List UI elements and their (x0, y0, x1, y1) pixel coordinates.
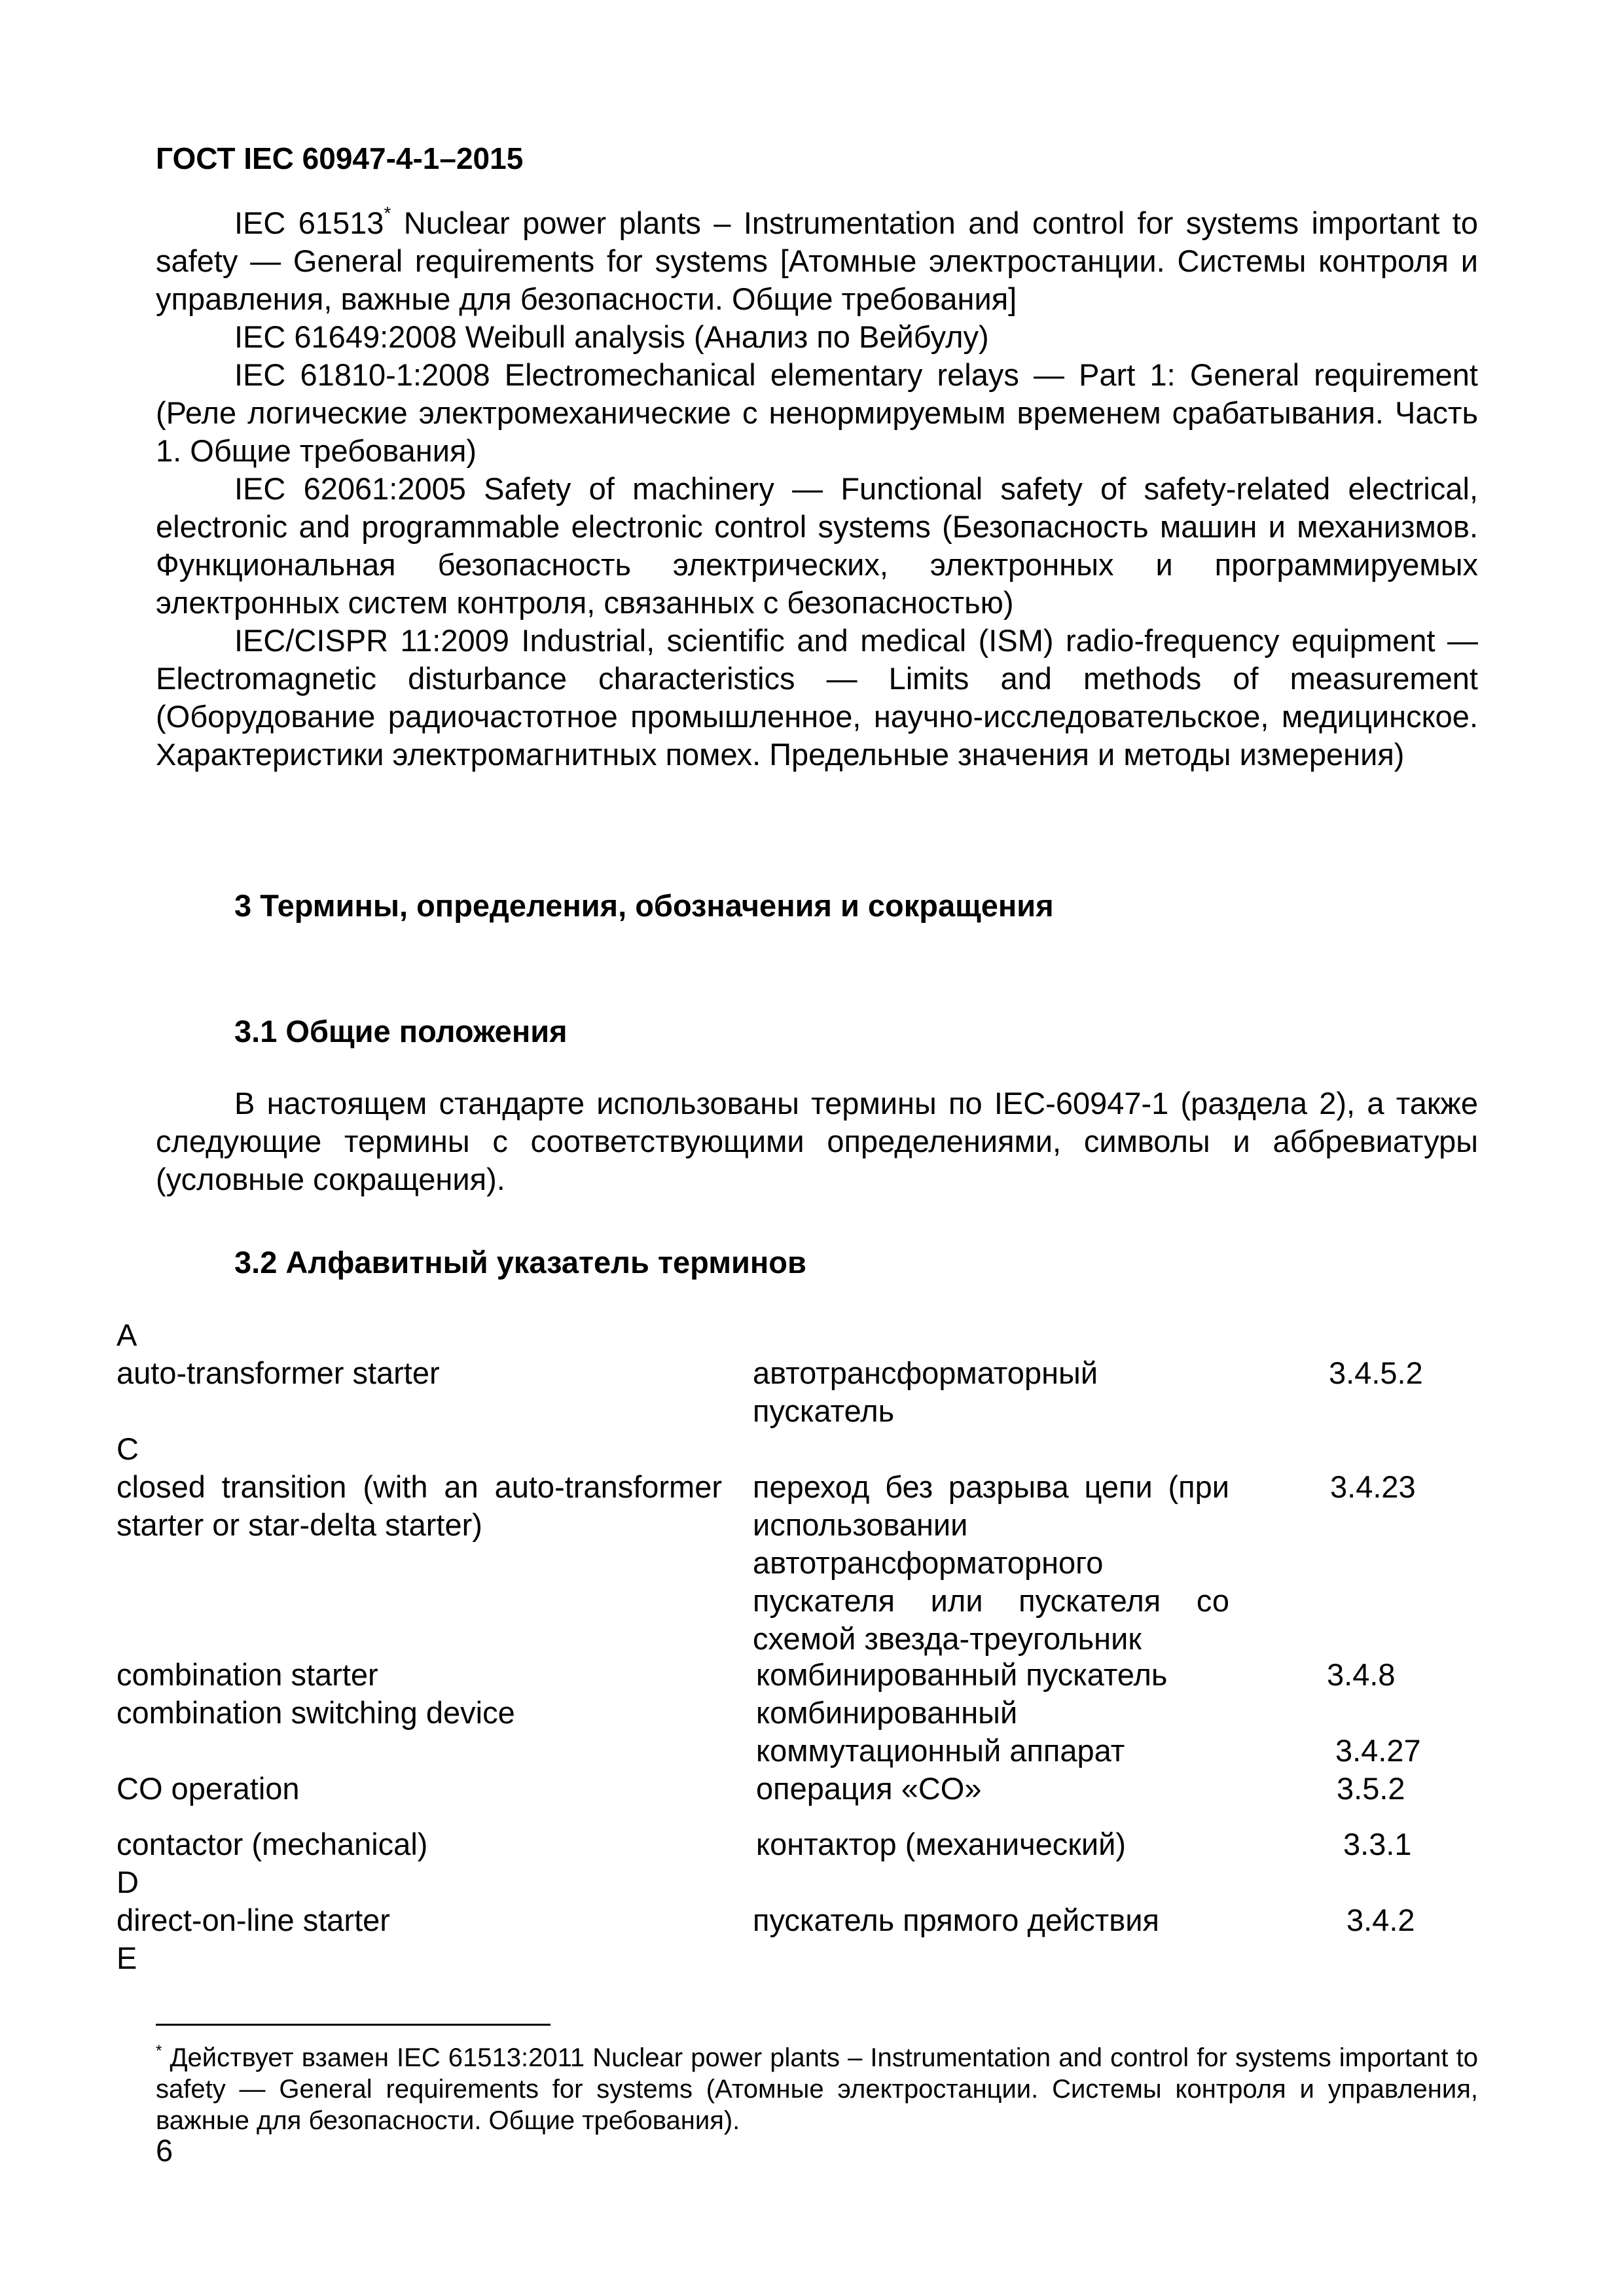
index-term-en: contactor (mechanical) (117, 1827, 428, 1861)
reference-item (156, 318, 1478, 356)
index-term-en: auto-transformer starter (117, 1355, 440, 1390)
index-term-ru: контактор (механический) (756, 1827, 1126, 1861)
index-term-ru: переход без разрыва цепи (при использовании автотрансформаторного пускателя или пускателя со схемой звезда-треугольник (753, 1469, 1229, 1656)
index-letter-a: A (117, 1318, 137, 1352)
index-term-en: direct-on-line starter (117, 1903, 390, 1937)
index-term-ref: 3.3.1 (1343, 1827, 1412, 1861)
reference-item (156, 204, 1478, 318)
footnote-mark: * (384, 203, 391, 223)
page-number: 6 (156, 2133, 173, 2168)
footnote-mark: * (156, 2042, 162, 2060)
reference-text: Safety of machinery — Functional safety of safety-related electrical, electronic and programmable electronic control systems (Безопасность машин и механизмов. Функциональная безопасность электрических, электронных и программируемых электронных систем контроля, связанных с безопасностью) (156, 471, 1479, 620)
index-letter-d: D (117, 1865, 139, 1899)
footnote (156, 2042, 1478, 2136)
reference-text: Nuclear power plants – Instrumentation and control for systems important to safety — General requirements for systems [Атомные электростанции. Системы контроля и управления, важные для безопасности. Общие требования] (156, 206, 1478, 316)
reference-item (156, 622, 1478, 774)
index-term-ref: 3.5.2 (1337, 1771, 1405, 1806)
reference-code: IEC 61513 (234, 206, 384, 240)
document-header: ГОСТ IEC 60947-4-1–2015 (156, 141, 524, 175)
index-term-ref: 3.4.23 (1330, 1469, 1416, 1504)
reference-item (156, 356, 1478, 470)
section-3-1-heading: 3.1 Общие положения (234, 1014, 568, 1049)
footnote-separator (156, 2024, 550, 2026)
reference-item (156, 470, 1478, 622)
reference-code: IEC 61810-1:2008 (234, 357, 490, 392)
index-term-ru: комбинированный пускатель (756, 1657, 1168, 1692)
section-3-heading: 3 Термины, определения, обозначения и сокращения (234, 888, 1054, 923)
reference-text: Weibull analysis (Анализ по Вейбулу) (456, 319, 989, 354)
index-term-en: combination starter (117, 1657, 378, 1692)
section-3-1-text: В настоящем стандарте использованы термины по IEC-60947-1 (раздела 2), а также следующие термины с соответствующими определениями, символы и аббревиатуры (условные сокращения). (156, 1086, 1478, 1196)
reference-text: Electromechanical elementary relays — Part 1: General requirement (Реле логические электромеханические с ненормируемым временем срабатывания. Часть 1. Общие требования) (156, 357, 1478, 468)
reference-code: IEC/CISPR 11:2009 (234, 623, 509, 658)
index-term-ru: операция «CO» (756, 1771, 982, 1806)
index-letter-c: C (117, 1431, 139, 1466)
index-term-en: closed transition (with an auto-transformer starter or star-delta starter) (117, 1469, 722, 1542)
index-term-ref: 3.4.8 (1327, 1657, 1396, 1692)
reference-code: IEC 61649:2008 (234, 319, 457, 354)
index-term-ref: 3.4.27 (1335, 1733, 1421, 1768)
reference-text: Industrial, scientific and medical (ISM) radio-frequency equipment — Electromagnetic disturbance characteristics — Limits and methods of measurement (Оборудование радиочастотное промышленное, научно-исследовательское, медицинское. Характеристики электромагнитных помех. Предельные значения и методы измерения) (156, 623, 1478, 772)
index-term-ru: пускатель прямого действия (753, 1903, 1159, 1937)
footnote-text: Действует взамен IEC 61513:2011 Nuclear power plants – Instrumentation and control for systems important to safety — General requirements for systems (Атомные электростанции. Системы контроля и управления, важные для безопасности. Общие требования). (156, 2043, 1478, 2135)
index-term-ref: 3.4.2 (1346, 1903, 1415, 1937)
section-3-2-heading: 3.2 Алфавитный указатель терминов (234, 1245, 806, 1280)
index-term-en: CO operation (117, 1771, 300, 1806)
index-term-ru: комбинированный коммутационный аппарат (756, 1695, 1125, 1768)
normative-references (156, 204, 1478, 774)
reference-code: IEC 62061:2005 (234, 471, 466, 506)
index-term-ref: 3.4.5.2 (1329, 1355, 1423, 1390)
index-term-ru: автотрансформаторный пускатель (753, 1355, 1098, 1428)
index-term-en: combination switching device (117, 1695, 515, 1730)
index-letter-e: E (117, 1941, 137, 1975)
